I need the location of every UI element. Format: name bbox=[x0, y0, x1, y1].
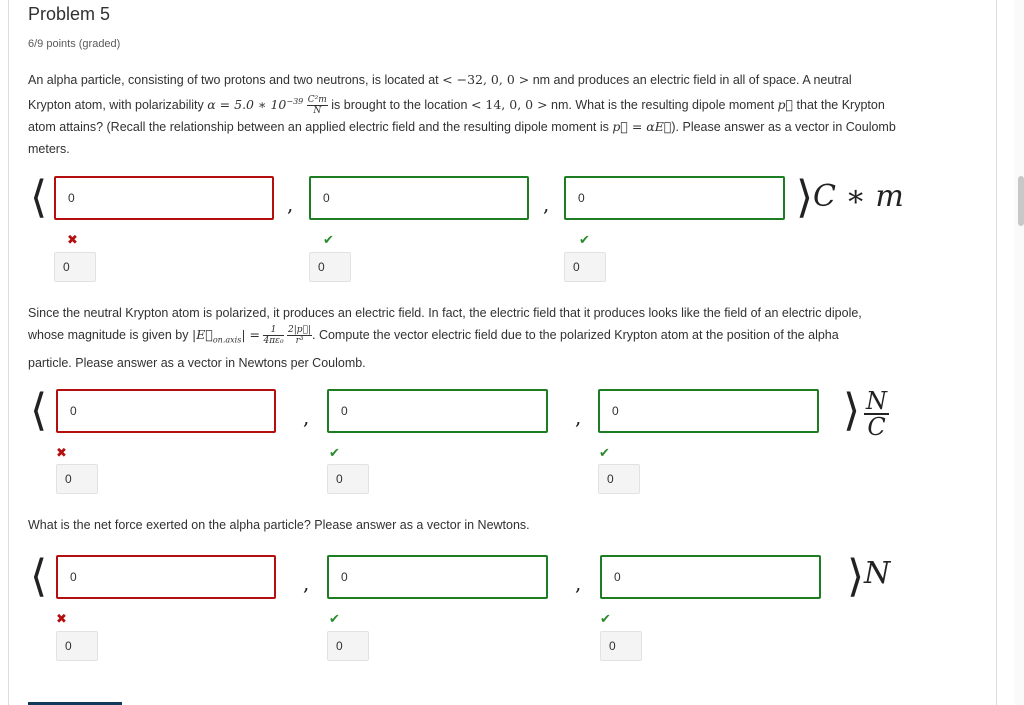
scrollbar-track[interactable] bbox=[1014, 0, 1024, 705]
vector-open-bracket: ⟨ bbox=[30, 551, 48, 602]
correct-icon: ✔ bbox=[329, 611, 340, 626]
q2-answer-z: 0 bbox=[598, 464, 640, 494]
q1-input-y[interactable] bbox=[309, 176, 529, 220]
q1-answer-x: 0 bbox=[54, 252, 96, 282]
q1-input-y-field[interactable] bbox=[323, 191, 527, 205]
q1-input-x[interactable] bbox=[54, 176, 274, 220]
q2-input-y[interactable] bbox=[327, 389, 548, 433]
q3-answer-y: 0 bbox=[327, 631, 369, 661]
q3-input-y[interactable] bbox=[327, 555, 548, 599]
correct-icon: ✔ bbox=[329, 445, 340, 460]
alpha-position: < −32, 0, 0 > bbox=[442, 72, 530, 87]
q3-input-x[interactable] bbox=[56, 555, 276, 599]
polarizability-value: α = 5.0 ∗ $10^{-39}$ bbox=[207, 97, 304, 113]
vector-close-bracket: ⟩ bbox=[847, 551, 865, 602]
q3-input-z[interactable] bbox=[600, 555, 821, 599]
q2-input-y-field[interactable] bbox=[341, 404, 546, 418]
q2-input-x[interactable] bbox=[56, 389, 276, 433]
correct-icon: ✔ bbox=[600, 611, 611, 626]
correct-icon: ✔ bbox=[579, 232, 590, 247]
q2-answer-x: 0 bbox=[56, 464, 98, 494]
q3-input-x-field[interactable] bbox=[70, 570, 274, 584]
q3-answer-x: 0 bbox=[56, 631, 98, 661]
q3-input-z-field[interactable] bbox=[614, 570, 819, 584]
polarizability-unit: $\frac{\text{C²m}}{N}$ bbox=[307, 95, 327, 117]
vector-close-bracket: ⟩ bbox=[843, 385, 861, 436]
q1-input-z-field[interactable] bbox=[578, 191, 783, 205]
unit-newton: N bbox=[864, 556, 891, 591]
vector-open-bracket: ⟨ bbox=[30, 172, 48, 223]
q1-answer-z: 0 bbox=[564, 252, 606, 282]
incorrect-icon: ✖ bbox=[67, 232, 78, 247]
correct-icon: ✔ bbox=[599, 445, 610, 460]
q3-input-y-field[interactable] bbox=[341, 570, 546, 584]
q3-answer-z: 0 bbox=[600, 631, 642, 661]
q1-input-x-field[interactable] bbox=[68, 191, 272, 205]
q2-input-z[interactable] bbox=[598, 389, 819, 433]
unit-coulomb-meter: C ∗ m bbox=[813, 179, 904, 214]
vector-close-bracket: ⟩ bbox=[796, 172, 814, 223]
vector-open-bracket: ⟨ bbox=[30, 385, 48, 436]
unit-newton-per-coulomb: N C bbox=[866, 387, 887, 441]
problem-title: Problem 5 bbox=[28, 4, 111, 24]
incorrect-icon: ✖ bbox=[56, 611, 67, 626]
q2-input-x-field[interactable] bbox=[70, 404, 274, 418]
question-2-text: Since the neutral Krypton atom is polarized, it produces an electric field. In fact, the electric field that it produces looks like the field of an electric dipole, whose magnitude is given by $|E⃗_{on.axis}|$ = $\frac{1}{\text{4πε₀}}$ $\frac{2|p⃗|}{\text{r³}}$ . Compute the vector electric field due to the polarized Krypton atom at the position of the alpha particle. Please answer as a vector in Newtons per Coulomb. bbox=[28, 306, 862, 370]
question-3-text: What is the net force exerted on the alpha particle? Please answer as a vector in Newtons. bbox=[28, 518, 530, 532]
question-1-text: An alpha particle, consisting of two protons and two neutrons, is located at < −32, 0, 0 > nm and produces an electric field in all of space. A neutral Krypton atom, with polarizability α = 5.0 ∗ $10^{-39}$ $\frac{\text{C²m}}{N}$ is brought to the location < 14, 0, 0 > nm. What is the resulting dipole moment p⃗ that the Krypton atom attains? (Recall the relationship between an applied electric field and the resulting dipole moment is p⃗ = αE⃗). Please answer as a vector in Coulomb meters. bbox=[28, 72, 896, 157]
krypton-position: < 14, 0, 0 > bbox=[470, 97, 548, 113]
correct-icon: ✔ bbox=[323, 232, 334, 247]
scrollbar-thumb[interactable] bbox=[1018, 176, 1024, 226]
points-status: 6/9 points (graded) bbox=[28, 38, 121, 50]
q2-answer-y: 0 bbox=[327, 464, 369, 494]
incorrect-icon: ✖ bbox=[56, 445, 67, 460]
q1-answer-y: 0 bbox=[309, 252, 351, 282]
q1-input-z[interactable] bbox=[564, 176, 785, 220]
q2-input-z-field[interactable] bbox=[612, 404, 817, 418]
